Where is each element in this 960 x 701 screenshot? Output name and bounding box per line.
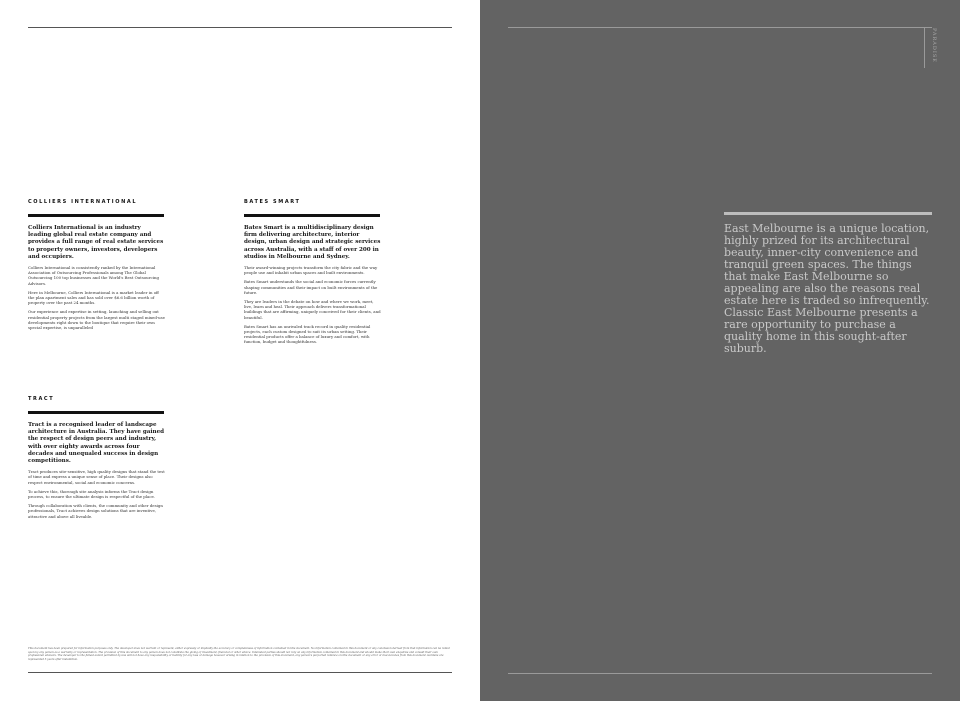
section-paragraph: Through collaboration with clients, the community and other design professionals, Tract achieves design solutions that are inventive, attractive and above all liveable.: [28, 503, 163, 519]
section-paragraph: Bates Smart understands the social and economic forces currently shaping communities and their impact on built environments of the future.: [244, 279, 378, 295]
section-paragraph: Our experience and expertise in setting, launching and selling out residential property projects from the largest multi staged mixed-use developments right down to the boutique that require their own special expertise, is unparalleled: [28, 309, 165, 331]
section-paragraph: To achieve this, thorough site analysis informs the Tract design process, to ensure the ultimate design is respectful of the place.: [28, 488, 156, 500]
section-colliers-international: [28, 199, 166, 334]
section-heading: BATES SMART: [244, 199, 301, 205]
bottom-rule: [28, 672, 452, 673]
top-rule: [28, 27, 452, 28]
section-paragraph: Their award-winning projects transform the city fabric and the way people use and inhabit urban spaces and built environments.: [244, 265, 378, 276]
heading-bar: [28, 214, 164, 217]
section-bates-smart: [244, 199, 382, 349]
quote-rule: [724, 212, 932, 215]
section-heading: COLLIERS INTERNATIONAL: [28, 199, 138, 205]
heading-bar: [28, 411, 164, 414]
section-paragraph: They are leaders in the debate on how and where we work, meet, live, learn and heal. Their approach delivers transformational buildings that are affirming, uniquely conceived for their clients, and beautiful.: [244, 299, 381, 320]
top-rule: [508, 27, 932, 28]
bottom-rule: [508, 673, 932, 674]
section-paragraph: Tract produces site-sensitive, high quality designs that stand the test of time and express a unique sense of place. Their designs also respect environmental, social and economic concerns.: [28, 469, 165, 485]
legal-disclaimer: This document has been prepared for information purposes only. The developer does not warrant or represent, either expressly or impliedly the accuracy or completeness of information contained in this document. No information contained in this document or any conclusion derived from that information can be relied upon by any person as a warranty or representation. The provision of this document to any person does not constitute the giving of investment, financial or other advice. Interested parties should not rely on any information contained in this document and should make their own enquiries and consult their own professional advisors. The developer to the fullest extent permitted by law will not have any responsibility or liability for any loss or damage however arising in relation to the provision of this document, any person's purported reliance on this document or any error or inaccuracies from this document. Gardens are represented 5 years after installation.: [28, 647, 450, 661]
feature-quote: East Melbourne is a unique location, highly prized for its architectural beauty, inner-city convenience and tranquil green spaces. The things that make East Melbourne so appealing are also the reasons real estate here is traded so infrequently. Classic East Melbourne presents a rare opportunity to purchase a quality home in this sought-after suburb.: [724, 222, 930, 355]
section-lead: Bates Smart is a multidisciplinary design firm delivering architecture, interior design, urban design and strategic services across Australia, with a staff of over 200 in studios in Melbourne and Sydney.: [244, 225, 381, 260]
section-paragraph: Here in Melbourne, Colliers International is a market leader in off the plan apartment sales and has sold over $6.6 billion worth of property over the past 24 months.: [28, 289, 159, 306]
section-lead: Colliers International is an industry leading global real estate company and provides a full range of real estate services to property owners, investors, developers and occupiers.: [28, 225, 164, 260]
heading-bar: [244, 214, 380, 217]
right-page: [480, 0, 960, 701]
section-paragraph: Colliers International is consistently ranked by the International Association of Outsourcing Professionals among The Global Outsourcing 100 top businesses and the World's Best Outsourcing Advisors.: [28, 265, 159, 286]
section-lead: Tract is a recognised leader of landscape architecture in Australia. They have gained the respect of design peers and industry, with over eighty awards across four decades and unequaled success in design competitions.: [28, 422, 165, 465]
side-page-label: PARADISE: [924, 28, 937, 68]
section-tract: [28, 396, 166, 523]
section-heading: TRACT: [28, 396, 55, 402]
section-paragraph: Bates Smart has an unrivaled track record in quality residential projects, each custom designed to suit its urban setting. Their residential products offer a balance of luxury and comfort, with function, budget and thoughtfulness.: [244, 323, 371, 345]
